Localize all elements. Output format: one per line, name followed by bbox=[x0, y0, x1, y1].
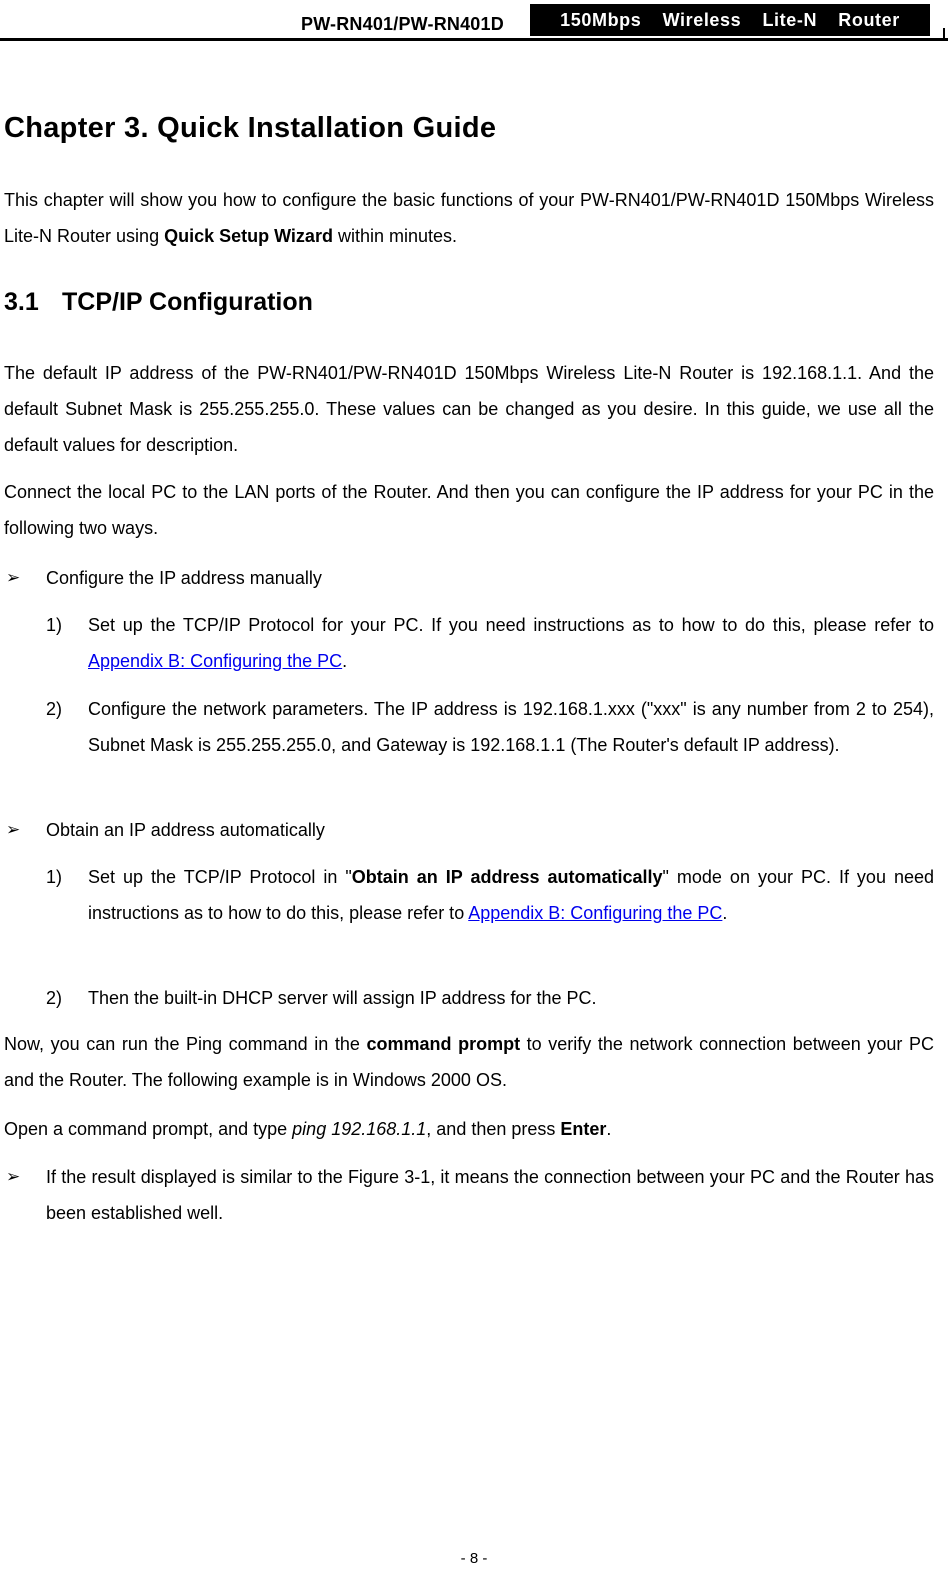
step-text-end: . bbox=[722, 903, 728, 923]
step-number: 2) bbox=[46, 988, 63, 1008]
bullet-auto bbox=[4, 812, 934, 848]
manual-step-1 bbox=[4, 607, 934, 679]
step-number: 1) bbox=[46, 615, 63, 635]
chapter-intro bbox=[4, 182, 934, 254]
ping-instruction-mid: , and then press bbox=[426, 1119, 561, 1139]
chapter-intro-text: This chapter will show you how to configure the basic functions of your PW-RN401/PW-RN401D 150Mbps Wireless Lite-N Router using bbox=[4, 190, 934, 246]
step-number: 2) bbox=[46, 699, 63, 719]
step-text-body: Set up the TCP/IP Protocol for your PC. If you need instructions as to how to do this, please refer to bbox=[88, 615, 934, 635]
enter-key-term: Enter bbox=[560, 1119, 607, 1139]
command-prompt-term: command prompt bbox=[366, 1034, 521, 1054]
appendix-b-link[interactable]: Appendix B: Configuring the PC bbox=[88, 651, 343, 671]
section-para-connect: Connect the local PC to the LAN ports of the Router. And then you can configure the IP address for your PC in the following two ways. bbox=[4, 482, 934, 538]
page-header bbox=[0, 0, 948, 42]
bullet-manual-text: Configure the IP address manually bbox=[46, 568, 322, 588]
ping-command: ping 192.168.1.1 bbox=[292, 1119, 427, 1139]
bullet-result-text: If the result displayed is similar to the Figure 3-1, it means the connection between your PC and the Router has been established well. bbox=[46, 1167, 934, 1223]
bullet-arrow-icon: ➢ bbox=[6, 1167, 21, 1186]
section-heading: TCP/IP Configuration bbox=[62, 288, 313, 316]
auto-step-1 bbox=[4, 859, 934, 967]
step-text: Then the built-in DHCP server will assign IP address for the PC. bbox=[88, 988, 597, 1008]
bullet-manual bbox=[4, 560, 934, 596]
step-text bbox=[88, 859, 934, 931]
page-number: - 8 - bbox=[460, 1550, 488, 1567]
auto-step-2 bbox=[4, 980, 934, 1016]
header-model: PW-RN401/PW-RN401D bbox=[301, 14, 504, 34]
chapter-intro-end: within minutes. bbox=[332, 226, 458, 246]
step-text: Configure the network parameters. The IP address is 192.168.1.xxx ("xxx" is any number from 2 to 254), Subnet Mask is 255.255.255.0, and Gateway is 192.168.1.1 (The Router's default IP address). bbox=[88, 699, 934, 755]
ping-instruction-text: Open a command prompt, and type bbox=[4, 1119, 293, 1139]
ping-para-end: to verify the network connection between your PC and the Router. The following example is in Windows 2000 OS. bbox=[4, 1034, 934, 1090]
bullet-arrow-icon: ➢ bbox=[6, 820, 21, 839]
step-number: 1) bbox=[46, 867, 63, 887]
header-rule-tick bbox=[943, 28, 945, 40]
section-title bbox=[4, 288, 313, 317]
bullet-auto-text: Obtain an IP address automatically bbox=[46, 820, 325, 840]
ping-instruction-end: . bbox=[606, 1119, 612, 1139]
section-number: 3.1 bbox=[4, 288, 39, 316]
section-para-default-ip: The default IP address of the PW-RN401/PW-RN401D 150Mbps Wireless Lite-N Router is 192.168.1.1. And the default Subnet Mask is 255.255.255.0. These values can be changed as you desire. In this guide, we use all the default values for description. bbox=[4, 363, 934, 455]
appendix-b-link[interactable]: Appendix B: Configuring the PC bbox=[468, 903, 723, 923]
step-text-body-2: " mode on your PC. If you need instructions as to how to do this, please refer to bbox=[88, 867, 934, 923]
step-text bbox=[88, 607, 934, 679]
header-product-tab bbox=[530, 4, 930, 36]
quick-setup-wizard-term: Quick Setup Wizard bbox=[164, 226, 333, 246]
step-text-body: Set up the TCP/IP Protocol in " bbox=[88, 867, 352, 887]
chapter-title: Chapter 3. Quick Installation Guide bbox=[4, 112, 497, 144]
ping-instruction bbox=[4, 1111, 934, 1147]
step-text-end: . bbox=[342, 651, 348, 671]
header-rule bbox=[0, 38, 948, 41]
header-product-label: 150Mbps Wireless Lite-N Router bbox=[560, 9, 900, 30]
bullet-arrow-icon: ➢ bbox=[6, 568, 21, 587]
bullet-result bbox=[4, 1159, 934, 1231]
manual-step-2 bbox=[4, 691, 934, 799]
ping-para-text: Now, you can run the Ping command in the bbox=[4, 1034, 367, 1054]
obtain-ip-term: Obtain an IP address automatically bbox=[351, 867, 663, 887]
ping-para bbox=[4, 1026, 934, 1098]
